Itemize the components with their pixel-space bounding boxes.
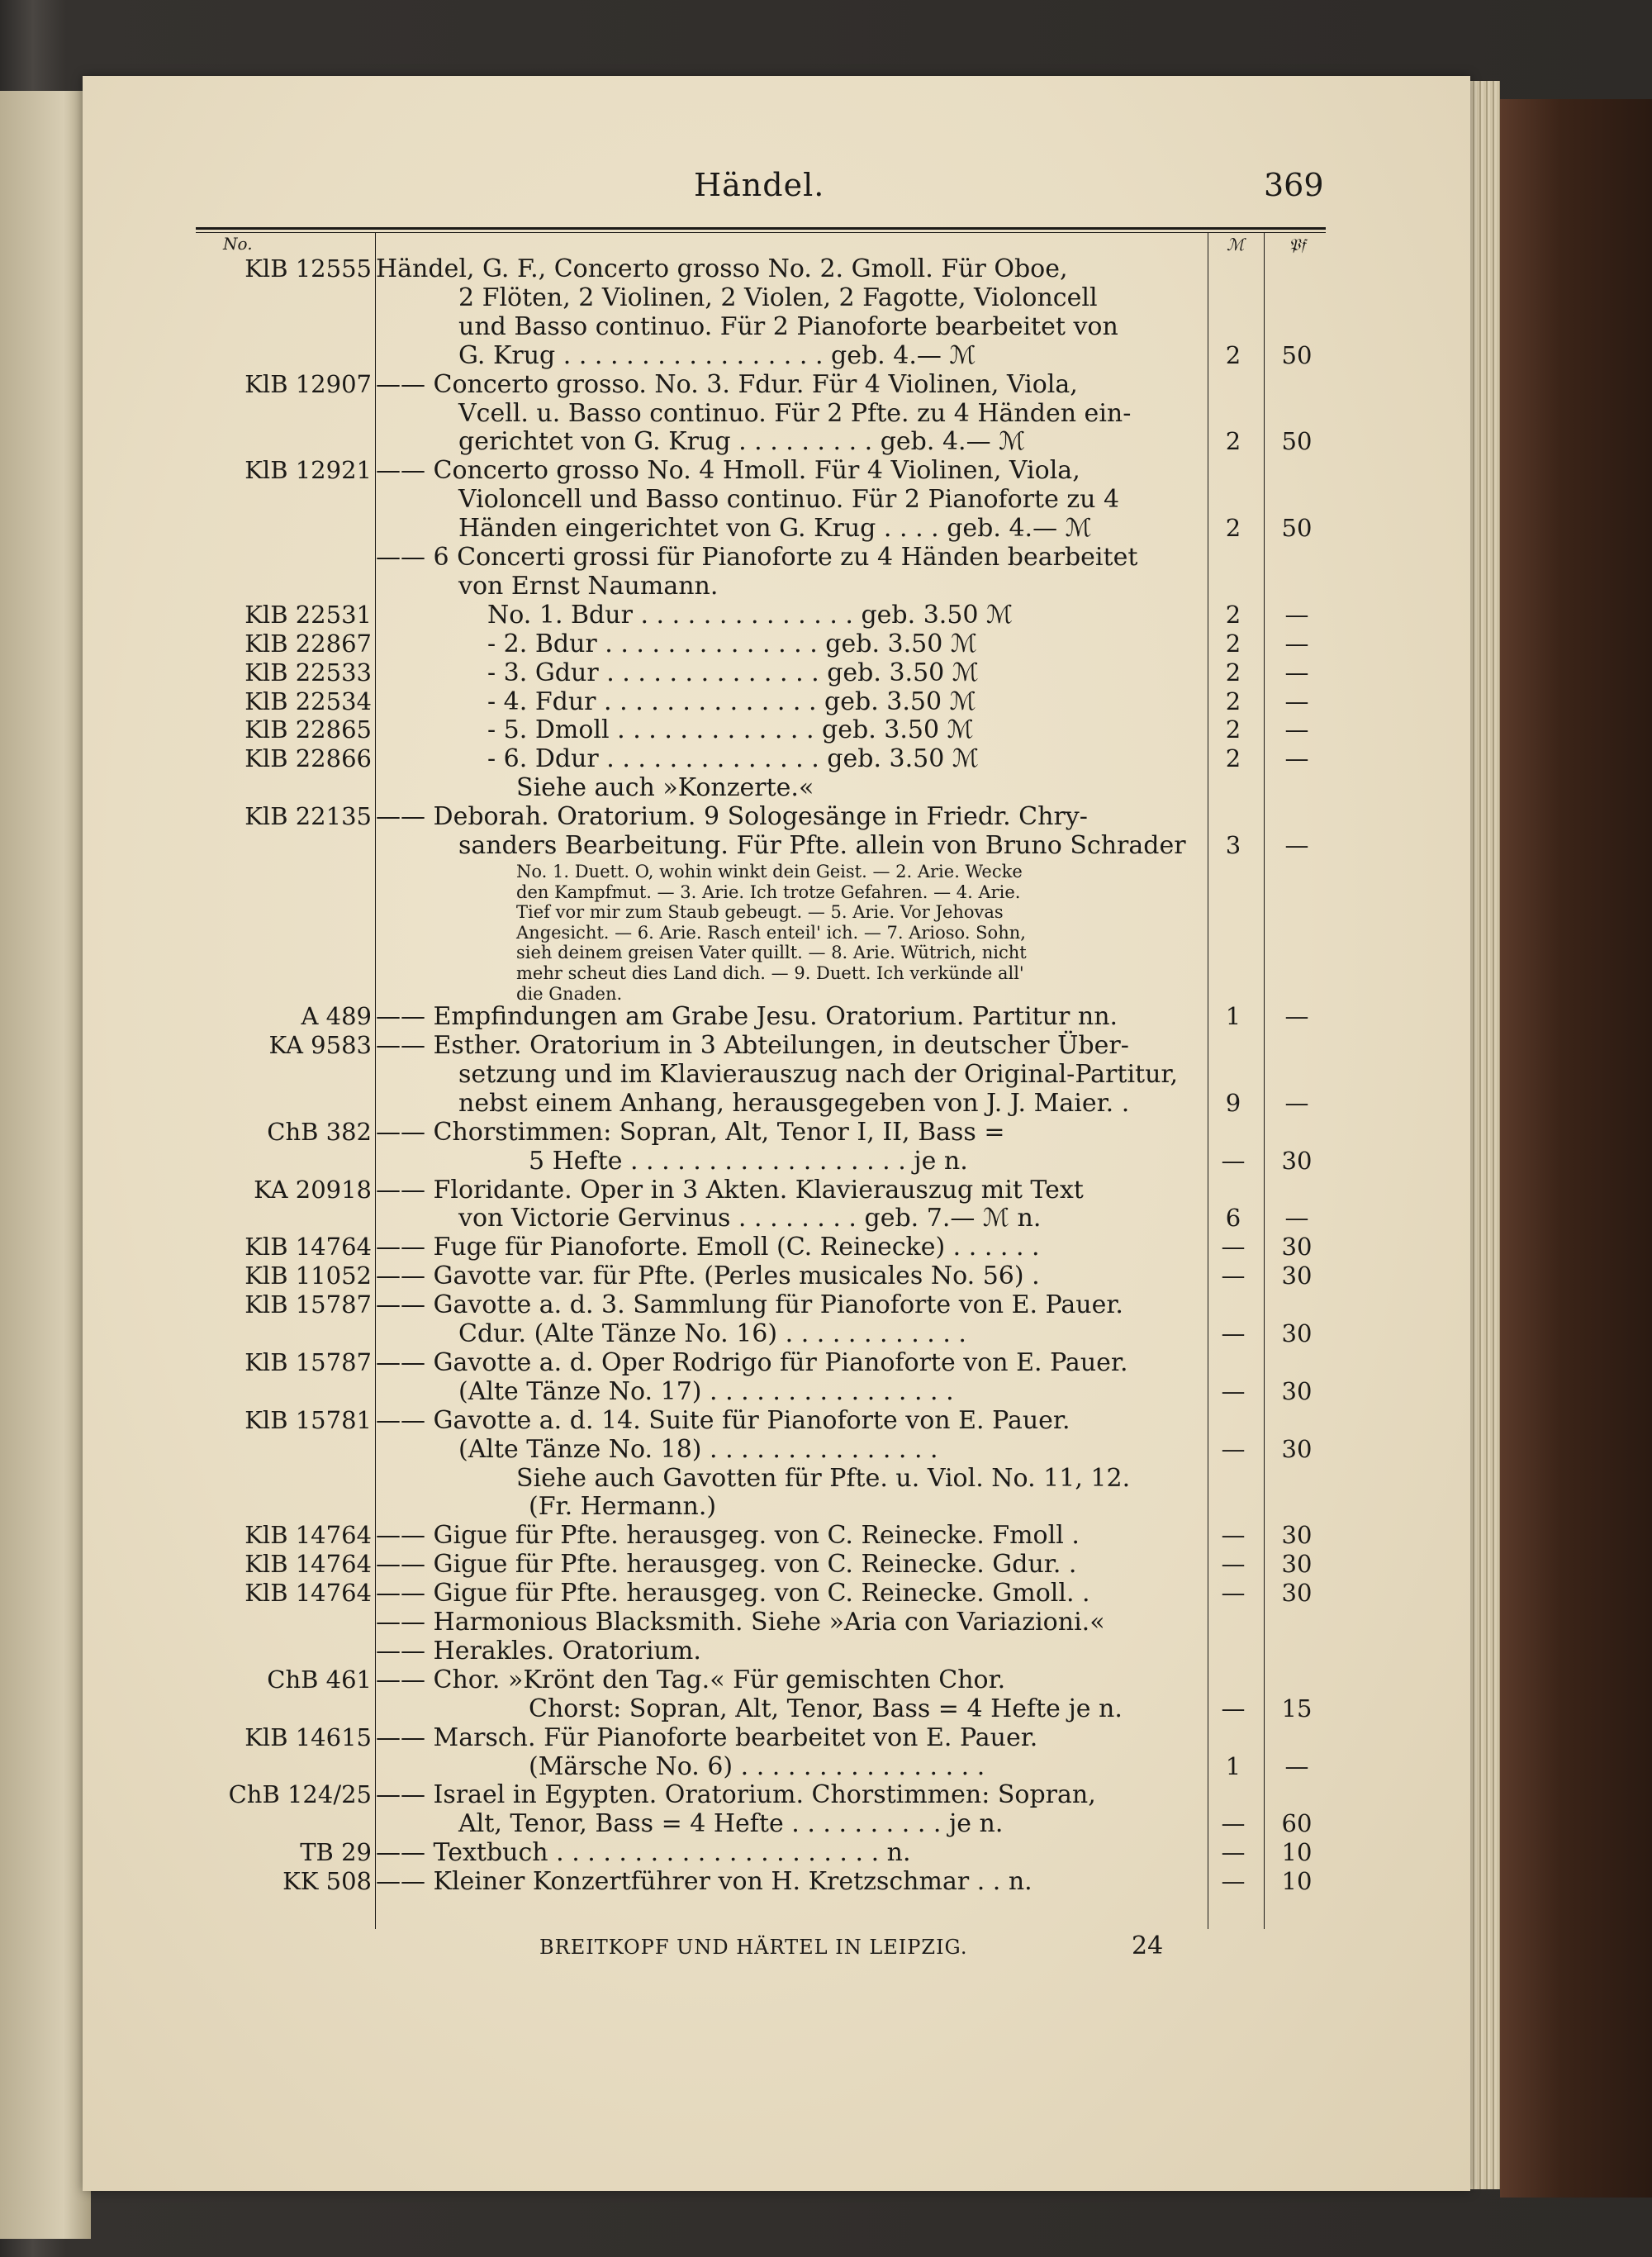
header-rule-bottom — [196, 232, 1326, 233]
price-pfennig: — — [1284, 600, 1309, 629]
entry-text-line: mehr scheut dies Land dich. — 9. Duett. Ich verkünde all' — [516, 962, 1024, 983]
catalog-number: KlB 12921 — [244, 456, 372, 485]
catalog-number: KlB 22865 — [244, 715, 372, 744]
catalog-number: KlB 22866 — [244, 744, 372, 773]
entry-text-line: G. Krug . . . . . . . . . . . . . . . . . geb. 4.— ℳ — [458, 340, 976, 370]
price-pfennig: 30 — [1281, 1376, 1313, 1405]
entry-text-line: 5 Hefte . . . . . . . . . . . . . . . . . . je n. — [529, 1146, 968, 1176]
price-mark: 2 — [1225, 600, 1241, 629]
price-mark: — — [1221, 1579, 1246, 1608]
entry-text-line: Violoncell und Basso continuo. Für 2 Pianoforte zu 4 — [458, 485, 1120, 515]
price-mark: — — [1221, 1838, 1246, 1867]
price-mark: 2 — [1225, 514, 1241, 543]
signature-mark: 24 — [1132, 1932, 1164, 1960]
entry-text-line: —— Gigue für Pfte. herausgeg. von C. Reinecke. Gmoll. . — [376, 1579, 1090, 1608]
catalog-number: KA 20918 — [254, 1175, 372, 1204]
price-mark: — — [1221, 1376, 1246, 1405]
catalog-number: KlB 15781 — [244, 1405, 372, 1434]
price-pfennig: — — [1284, 658, 1309, 687]
price-pfennig: — — [1284, 715, 1309, 744]
catalog-number: KlB 14764 — [244, 1579, 372, 1608]
catalog-number: KlB 14764 — [244, 1233, 372, 1262]
catalog-number: KlB 11052 — [244, 1262, 372, 1290]
price-pfennig: — — [1284, 629, 1309, 658]
entry-text-line: Händen eingerichtet von G. Krug . . . . geb. 4.— ℳ — [458, 514, 1092, 544]
entry-text-line: - 6. Ddur . . . . . . . . . . . . . . geb. 3.50 ℳ — [487, 744, 979, 774]
previous-page-edge — [0, 91, 91, 2239]
price-mark: — — [1221, 1146, 1246, 1175]
catalog-number: ChB 461 — [267, 1665, 372, 1694]
price-mark: 3 — [1225, 831, 1241, 859]
price-mark: — — [1221, 1521, 1246, 1550]
price-mark: — — [1221, 1319, 1246, 1347]
price-mark: 2 — [1225, 687, 1241, 715]
price-pfennig: 50 — [1281, 514, 1313, 543]
entry-text-line: Angesicht. — 6. Arie. Rasch enteil' ich. — 7. Arioso. Sohn, — [516, 922, 1026, 943]
catalog-number: KlB 22135 — [244, 802, 372, 831]
price-pfennig: 30 — [1281, 1579, 1313, 1608]
entry-text-line: —— Kleiner Konzertführer von H. Kretzschmar . . n. — [376, 1867, 1032, 1897]
catalog-number: KlB 22533 — [244, 658, 372, 687]
book-cover — [1500, 99, 1652, 2198]
catalog-number: KK 508 — [282, 1867, 372, 1896]
entry-text-line: sanders Bearbeitung. Für Pfte. allein von Bruno Schrader — [458, 831, 1186, 860]
entry-text-line: (Märsche No. 6) . . . . . . . . . . . . . . . . — [529, 1751, 985, 1781]
price-pfennig: 50 — [1281, 427, 1313, 456]
price-mark: 2 — [1225, 658, 1241, 687]
entry-text-line: und Basso continuo. Für 2 Pianoforte bearbeitet von — [458, 311, 1118, 341]
entry-text-line: (Alte Tänze No. 17) . . . . . . . . . . . . . . . . — [458, 1376, 954, 1406]
price-mark: 6 — [1225, 1204, 1241, 1233]
price-pfennig: — — [1284, 744, 1309, 773]
entry-text-line: Alt, Tenor, Bass = 4 Hefte . . . . . . . . . . je n. — [458, 1809, 1004, 1839]
entry-text-line: von Ernst Naumann. — [458, 571, 719, 601]
entry-text-line: —— Deborah. Oratorium. 9 Sologesänge in Friedr. Chry- — [376, 802, 1088, 832]
entry-text-line: —— 6 Concerti grossi für Pianoforte zu 4 Händen bearbeitet — [376, 543, 1138, 572]
price-pfennig: 30 — [1281, 1550, 1313, 1579]
running-header-title: Händel. — [694, 167, 825, 203]
entry-text-line: —— Marsch. Für Pianoforte bearbeitet von E. Pauer. — [376, 1722, 1038, 1752]
entry-text-line: Händel, G. F., Concerto grosso No. 2. Gmoll. Für Oboe, — [376, 254, 1068, 283]
entry-text-line: - 2. Bdur . . . . . . . . . . . . . . geb. 3.50 ℳ — [487, 629, 977, 658]
entry-text-line: —— Harmonious Blacksmith. Siehe »Aria con Variazioni.« — [376, 1608, 1105, 1637]
price-pfennig: 30 — [1281, 1262, 1313, 1290]
entry-text-line: No. 1. Duett. O, wohin winkt dein Geist. — 2. Arie. Wecke — [516, 861, 1023, 881]
entry-text-line: - 4. Fdur . . . . . . . . . . . . . . geb. 3.50 ℳ — [487, 687, 976, 716]
price-mark: — — [1221, 1809, 1246, 1838]
catalog-number: KlB 12907 — [244, 369, 372, 398]
price-mark: — — [1221, 1867, 1246, 1896]
column-head-no: No. — [223, 234, 253, 254]
price-pfennig: 30 — [1281, 1434, 1313, 1463]
entry-text-line: Vcell. u. Basso continuo. Für 2 Pfte. zu 4 Händen ein- — [458, 398, 1132, 428]
entry-text-line: —— Concerto grosso No. 4 Hmoll. Für 4 Violinen, Viola, — [376, 456, 1080, 486]
entry-text-line: setzung und im Klavierauszug nach der Original-Partitur, — [458, 1059, 1178, 1089]
entry-text-line: —— Esther. Oratorium in 3 Abteilungen, in deutscher Über- — [376, 1031, 1129, 1060]
entry-text-line: Cdur. (Alte Tänze No. 16) . . . . . . . . . . . . — [458, 1319, 966, 1348]
entry-text-line: —— Herakles. Oratorium. — [376, 1636, 701, 1665]
price-pfennig: 15 — [1281, 1694, 1313, 1722]
catalog-number: ChB 124/25 — [228, 1780, 372, 1809]
catalog-number: KlB 15787 — [244, 1290, 372, 1319]
price-mark: 2 — [1225, 427, 1241, 456]
price-pfennig: 10 — [1281, 1838, 1313, 1867]
entry-text-line: —— Israel in Egypten. Oratorium. Chorstimmen: Sopran, — [376, 1780, 1096, 1810]
price-pfennig: 30 — [1281, 1521, 1313, 1550]
price-pfennig: 30 — [1281, 1146, 1313, 1175]
price-pfennig: 60 — [1281, 1809, 1313, 1838]
entry-text-line: nebst einem Anhang, herausgegeben von J. J. Maier. . — [458, 1088, 1130, 1118]
catalog-number: A 489 — [301, 1002, 372, 1031]
price-mark: 1 — [1225, 1002, 1241, 1031]
entry-text-line: —— Gavotte a. d. Oper Rodrigo für Pianoforte von E. Pauer. — [376, 1347, 1128, 1377]
catalog-number: KlB 22531 — [244, 600, 372, 629]
price-pfennig: — — [1284, 1751, 1309, 1780]
catalog-number: KA 9583 — [268, 1031, 372, 1059]
column-head-mark: ℳ — [1227, 235, 1245, 254]
price-mark: 2 — [1225, 715, 1241, 744]
price-mark: 2 — [1225, 744, 1241, 773]
entry-text-line: —— Concerto grosso. No. 3. Fdur. Für 4 Violinen, Viola, — [376, 369, 1078, 399]
entry-text-line: 2 Flöten, 2 Violinen, 2 Violen, 2 Fagotte, Violoncell — [458, 283, 1098, 312]
entry-text-line: —— Fuge für Pianoforte. Emoll (C. Reinecke) . . . . . . — [376, 1233, 1040, 1262]
entry-text-line: —— Textbuch . . . . . . . . . . . . . . . . . . . . . n. — [376, 1838, 911, 1868]
price-pfennig: 30 — [1281, 1319, 1313, 1347]
entry-text-line: —— Gigue für Pfte. herausgeg. von C. Reinecke. Gdur. . — [376, 1550, 1077, 1580]
entry-text-line: den Kampfmut. — 3. Arie. Ich trotze Gefahren. — 4. Arie. — [516, 881, 1021, 902]
entry-text-line: - 5. Dmoll . . . . . . . . . . . . . geb. 3.50 ℳ — [487, 715, 974, 745]
catalog-number: KlB 22534 — [244, 687, 372, 715]
entry-text-line: —— Empfindungen am Grabe Jesu. Oratorium. Partitur nn. — [376, 1002, 1118, 1032]
publisher-footer: BREITKOPF UND HÄRTEL IN LEIPZIG. — [539, 1936, 968, 1959]
entry-text-line: —— Chor. »Krönt den Tag.« Für gemischten Chor. — [376, 1665, 1006, 1694]
price-pfennig: 30 — [1281, 1233, 1313, 1262]
entry-text-line: No. 1. Bdur . . . . . . . . . . . . . . geb. 3.50 ℳ — [487, 600, 1014, 630]
entry-text-line: —— Gigue für Pfte. herausgeg. von C. Reinecke. Fmoll . — [376, 1521, 1080, 1551]
catalog-number: TB 29 — [300, 1838, 372, 1867]
price-pfennig: 50 — [1281, 340, 1313, 369]
price-mark: 2 — [1225, 340, 1241, 369]
price-mark: 2 — [1225, 629, 1241, 658]
entry-text-line: —— Gavotte a. d. 3. Sammlung für Pianoforte von E. Pauer. — [376, 1290, 1123, 1320]
catalog-number: ChB 382 — [267, 1117, 372, 1146]
price-mark: — — [1221, 1262, 1246, 1290]
price-pfennig: — — [1284, 687, 1309, 715]
price-pfennig: — — [1284, 1002, 1309, 1031]
catalog-number: KlB 12555 — [244, 254, 372, 283]
entry-text-line: Tief vor mir zum Staub gebeugt. — 5. Arie. Vor Jehovas — [516, 902, 1004, 923]
entry-text-line: Chorst: Sopran, Alt, Tenor, Bass = 4 Hefte je n. — [529, 1694, 1123, 1723]
entry-text-line: Siehe auch »Konzerte.« — [516, 773, 814, 803]
entry-text-line: (Fr. Hermann.) — [529, 1492, 717, 1522]
price-mark: — — [1221, 1434, 1246, 1463]
price-mark: — — [1221, 1233, 1246, 1262]
entry-text-line: - 3. Gdur . . . . . . . . . . . . . . geb. 3.50 ℳ — [487, 658, 979, 687]
price-mark: 1 — [1225, 1751, 1241, 1780]
price-pfennig: — — [1284, 1088, 1309, 1117]
price-mark: — — [1221, 1694, 1246, 1722]
entry-text-line: —— Gavotte a. d. 14. Suite für Pianoforte von E. Pauer. — [376, 1405, 1070, 1435]
entry-text-line: —— Floridante. Oper in 3 Akten. Klavierauszug mit Text — [376, 1175, 1084, 1205]
entry-text-line: —— Chorstimmen: Sopran, Alt, Tenor I, II, Bass = — [376, 1117, 1005, 1147]
price-pfennig: — — [1284, 831, 1309, 859]
entry-text-line: von Victorie Gervinus . . . . . . . . geb. 7.— ℳ n. — [458, 1204, 1042, 1233]
entry-text-line: —— Gavotte var. für Pfte. (Perles musicales No. 56) . — [376, 1262, 1040, 1291]
header-rule-top — [196, 227, 1326, 230]
price-mark: — — [1221, 1550, 1246, 1579]
entry-text-line: die Gnaden. — [516, 983, 623, 1004]
price-pfennig: — — [1284, 1204, 1309, 1233]
column-divider-3 — [1264, 233, 1265, 1929]
entry-text-line: Siehe auch Gavotten für Pfte. u. Viol. No. 11, 12. — [516, 1463, 1131, 1493]
catalog-number: KlB 14615 — [244, 1722, 372, 1751]
catalog-number: KlB 14764 — [244, 1550, 372, 1579]
catalog-number: KlB 22867 — [244, 629, 372, 658]
catalog-number: KlB 14764 — [244, 1521, 372, 1550]
entry-text-line: (Alte Tänze No. 18) . . . . . . . . . . . . . . . — [458, 1434, 938, 1464]
page-number: 369 — [1264, 167, 1324, 203]
price-pfennig: 10 — [1281, 1867, 1313, 1896]
entry-text-line: sieh deinem greisen Vater quillt. — 8. Arie. Wütrich, nicht — [516, 943, 1027, 963]
catalog-number: KlB 15787 — [244, 1347, 372, 1376]
entry-text-line: gerichtet von G. Krug . . . . . . . . . geb. 4.— ℳ — [458, 427, 1026, 457]
column-head-pfennig: 𝔓𝔣 — [1289, 235, 1306, 254]
price-mark: 9 — [1225, 1088, 1241, 1117]
